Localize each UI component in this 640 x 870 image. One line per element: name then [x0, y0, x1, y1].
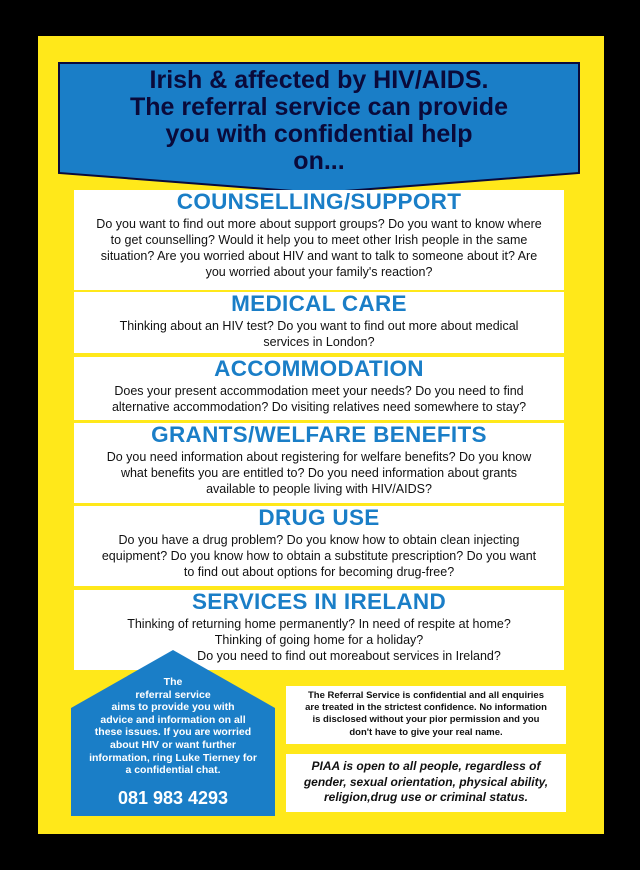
section-title: ACCOMMODATION — [214, 356, 424, 381]
header-line: you with confidential help — [165, 120, 473, 148]
header-title — [57, 67, 581, 175]
notice-line: is disclosed without your pior permission and you — [312, 714, 540, 726]
notice-line: don't have to give your real name. — [349, 726, 503, 738]
section-title: GRANTS/WELFARE BENEFITS — [151, 422, 487, 447]
body-line: you worried about your family's reaction? — [205, 265, 433, 279]
house-line: a confidential chat. — [125, 764, 221, 777]
house-line: advice and information on all — [100, 713, 246, 726]
section-title: DRUG USE — [258, 505, 380, 530]
house-line: information, ring Luke Tierney for — [89, 751, 257, 764]
body-line: alternative accommodation? Do visiting relatives need somewhere to stay? — [111, 400, 527, 414]
body-line: Do you have a drug problem? Do you know how to obtain clean injecting — [118, 533, 520, 547]
section-title: MEDICAL CARE — [231, 291, 407, 316]
body-line: Do you want to find out more about support groups? Do you want to know where — [96, 217, 542, 231]
body-line: Thinking of going home for a holiday? — [214, 633, 424, 647]
section-counselling-support — [74, 190, 564, 290]
section-body — [82, 532, 556, 580]
body-line: Does your present accommodation meet your needs? Do you need to find — [114, 384, 524, 398]
body-line: Thinking about an HIV test? Do you want to find out more about medical — [119, 319, 519, 333]
body-line: situation? Are you worried about HIV and want to talk to someone about it? Are — [100, 249, 538, 263]
house-line: about HIV or want further — [110, 738, 236, 751]
section-drug-use — [74, 506, 564, 586]
body-line: services in London? — [263, 335, 375, 349]
house-text — [81, 676, 265, 777]
house-line: these issues. If you are worried — [94, 726, 252, 739]
section-body — [82, 216, 556, 280]
notice-line: The Referral Service is confidential and all enquiries — [308, 690, 544, 701]
statement-line: gender, sexual orientation, physical ability, — [303, 774, 549, 789]
section-title: COUNSELLING/SUPPORT — [176, 189, 462, 214]
header-line: on... — [293, 147, 345, 175]
notice-line: are treated in the strictest confidence. No information — [305, 702, 547, 714]
house-line: The — [163, 676, 183, 688]
header-line: Irish & affected by HIV/AIDS. — [149, 66, 489, 94]
phone-number[interactable]: 081 983 4293 — [117, 788, 229, 808]
header-line: The referral service can provide — [130, 93, 508, 121]
statement-line: religion,drug use or criminal status. — [323, 790, 529, 804]
statement-line: PIAA is open to all people, regardless of — [311, 759, 541, 773]
section-body — [82, 449, 556, 497]
house-line: aims to provide you with — [111, 701, 235, 714]
body-line: Do you need to find out moreabout services in Ireland? — [197, 649, 501, 663]
header-banner — [57, 61, 581, 195]
section-medical-care — [74, 292, 564, 353]
section-title: SERVICES IN IRELAND — [191, 589, 447, 614]
section-grants-welfare — [74, 423, 564, 503]
body-line: available to people living with HIV/AIDS? — [206, 482, 432, 496]
section-body — [82, 318, 556, 350]
body-line: to get counselling? Would it help you to meet other Irish people in the same — [110, 233, 528, 247]
referral-service-house-box — [71, 650, 275, 816]
house-line: referral service — [135, 688, 211, 701]
body-line: what benefits you are entitled to? Do you need information about grants — [120, 466, 518, 480]
body-line: to find out about options for becoming drug-free? — [183, 565, 455, 579]
section-accommodation — [74, 357, 564, 420]
confidentiality-notice — [286, 686, 566, 744]
section-body — [82, 383, 556, 415]
piaa-statement — [286, 754, 566, 812]
body-line: Do you need information about registering for welfare benefits? Do you know — [106, 450, 532, 464]
body-line: equipment? Do you know how to obtain a substitute prescription? Do you want — [101, 549, 537, 563]
body-line: Thinking of returning home permanently? In need of respite at home? — [127, 617, 511, 631]
